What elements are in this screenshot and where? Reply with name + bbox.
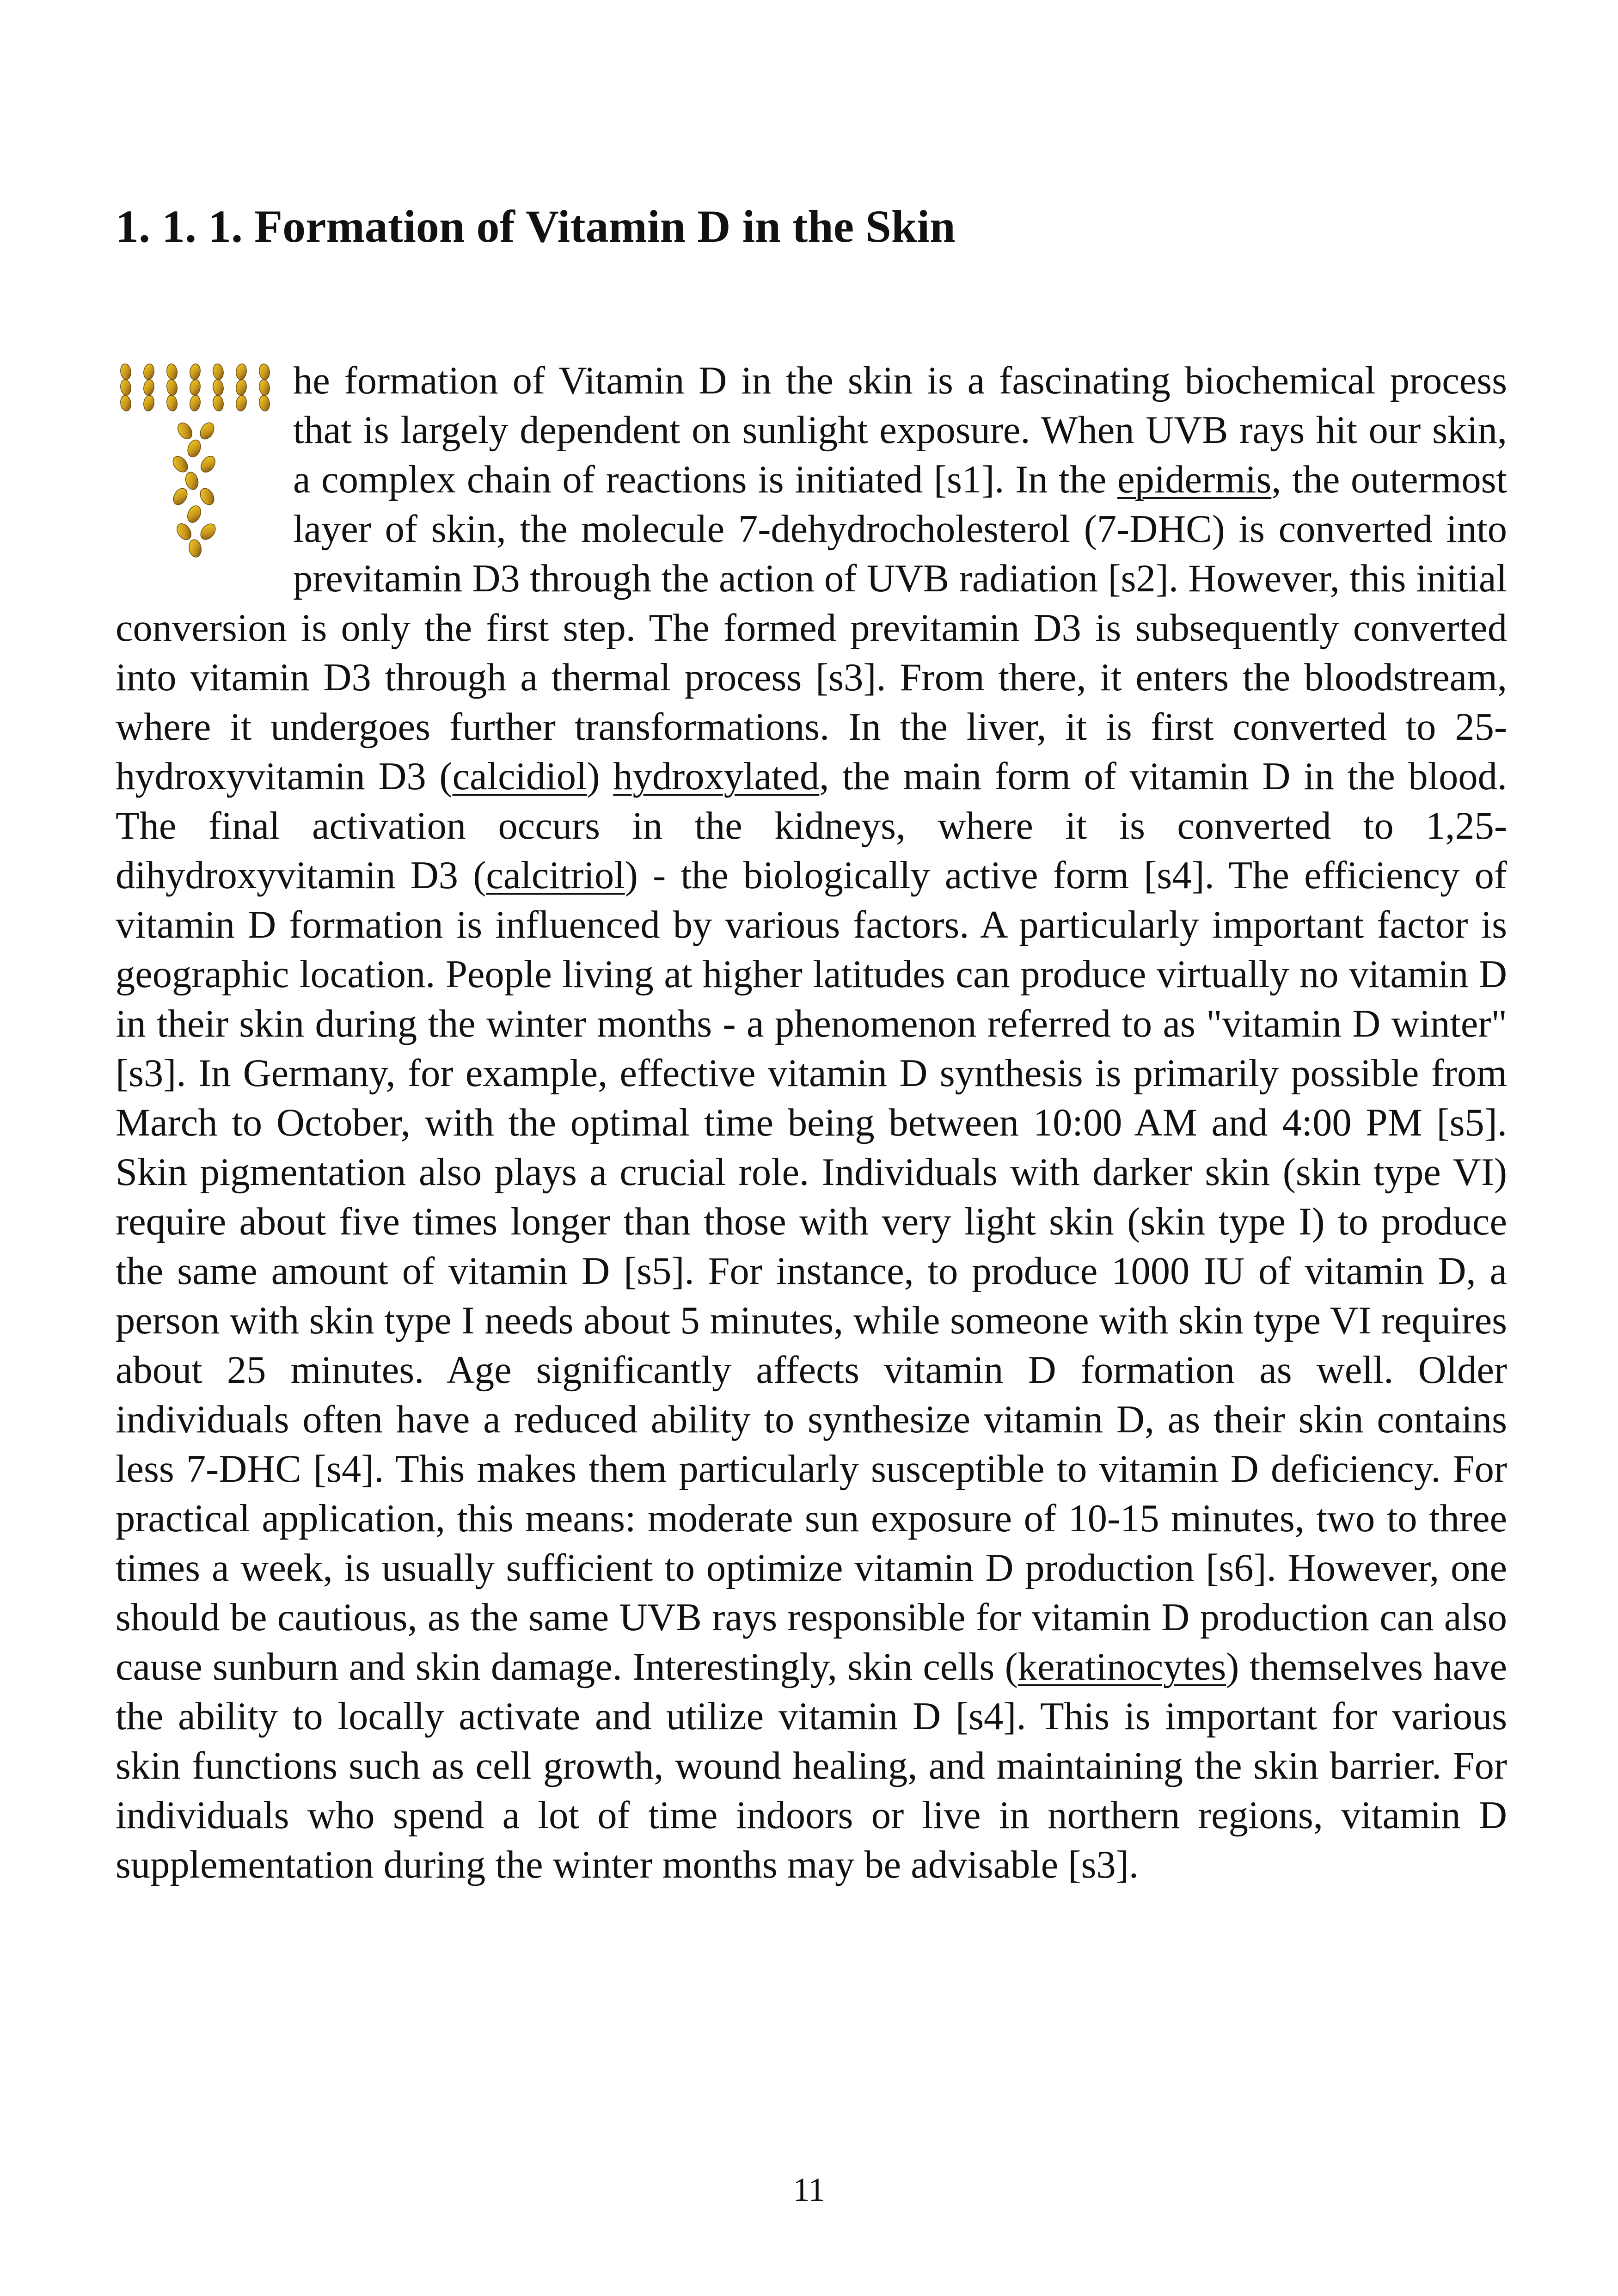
capsule-shape [166, 379, 178, 396]
capsule-shape [188, 539, 202, 558]
body-text-run: ) themselves have the ability to locally activate and utilize vitamin D [s4]. This is important for various skin functions such as cell growth, wound healing, and maintaining the skin barrier. For individuals who spend a lot of time indoors or live in northern regions, vitamin D supplementation during the winter months may be advisable [s3]. [116, 1645, 1507, 1886]
body-text-run: ) - the biologically active form [s4]. The efficiency of vitamin D formation is influenced by various factors. A particularly important factor is geographic location. People living at higher latitudes can produce virtually no vitamin D in their skin during the winter months - a phenomenon referred to as "vitamin D winter" [s3]. In Germany, for example, effective vitamin D synthesis is primarily possible from March to October, with the optimal time being between 10:00 AM and 4:00 PM [s5]. Skin pigmentation also plays a crucial role. Individuals with darker skin (skin type VI) require about five times longer than those with very light skin (skin type I) to produce the same amount of vitamin D [s5]. For instance, to produce 1000 IU of vitamin D, a person with skin type I needs about 5 minutes, while someone with skin type VI requires about 25 minutes. Age significantly affects vitamin D formation as well. Older individuals often have a reduced ability to synthesize vitamin D, as their skin contains less 7-DHC [s4]. This makes them particularly susceptible to vitamin D deficiency. For practical application, this means: moderate sun exposure of 10-15 minutes, two to three times a week, is usually sufficient to optimize vitamin D production [s6]. However, one should be cautious, as the same UVB rays responsible for vitamin D production can also cause sunburn and skin damage. Interestingly, skin cells ( [116, 854, 1507, 1688]
glossary-term-link[interactable]: keratinocytes [1017, 1645, 1226, 1688]
capsule-shape [235, 363, 248, 381]
body-text-run: ) [587, 755, 613, 798]
body-text-run: , the outermost layer of skin, the molecule 7-dehydrocholesterol (7-DHC) is converted into previtamin D3 through the action of UVB radiation [s2]. However, this initial conversion is only the first step. The formed previtamin D3 is subsequently converted into vitamin D3 through a thermal process [s3]. From there, it enters the bloodstream, where it undergoes further transformations. In the liver, it is first converted to 25-hydroxyvitamin D3 ( [116, 458, 1507, 798]
capsule-shape [197, 486, 217, 507]
capsule-shape [143, 395, 155, 412]
capsule-shape [189, 395, 202, 412]
glossary-term-link[interactable]: hydroxylated [613, 755, 820, 798]
capsule-shape [258, 379, 271, 396]
capsule-shape [235, 395, 248, 412]
glossary-term-link[interactable]: calcitriol [486, 854, 625, 897]
capsule-shape [170, 454, 190, 475]
capsule-shape [143, 363, 155, 381]
capsule-pattern-letter-icon [116, 362, 276, 558]
capsule-shape [120, 379, 132, 396]
capsule-shape [258, 363, 271, 381]
capsule-shape [212, 395, 225, 412]
page-number: 11 [793, 2171, 825, 2208]
capsule-shape [189, 379, 202, 396]
capsule-shape [212, 379, 225, 396]
capsule-shape [166, 395, 178, 412]
body-text-run: he formation of Vitamin D in the skin is a fascinating biochemical process that is largely dependent on sunlight exposure. When UVB rays hit our skin, a complex chain of reactions is initiated [s1]. In the [293, 359, 1507, 501]
body-paragraph [116, 356, 1507, 1890]
section-heading: 1. 1. 1. Formation of Vitamin D in the Skin [116, 201, 956, 252]
body-text-run: , the main form of vitamin D in the blood. The final activation occurs in the kidneys, where it is converted to 1,25-dihydroxyvitamin D3 ( [116, 755, 1508, 897]
capsule-shape [175, 420, 195, 442]
capsule-shape [189, 363, 202, 381]
glossary-term-link[interactable]: calcidiol [452, 755, 587, 798]
capsule-shape [184, 471, 200, 491]
capsule-shape [120, 395, 132, 412]
capsule-shape [198, 521, 218, 542]
capsule-shape [198, 454, 218, 475]
dropcap-letter [116, 362, 276, 558]
capsule-shape [185, 503, 203, 524]
capsule-shape [143, 379, 155, 396]
capsule-shape [185, 438, 202, 459]
capsule-shape [212, 363, 225, 381]
capsule-shape [174, 521, 194, 542]
capsule-shape [166, 363, 178, 381]
capsule-shape [120, 363, 132, 381]
glossary-term-link[interactable]: epidermis [1117, 458, 1272, 501]
capsule-shape [197, 420, 217, 442]
capsule-shape [235, 379, 248, 396]
capsule-shape [171, 486, 190, 507]
capsule-shape [258, 395, 271, 412]
